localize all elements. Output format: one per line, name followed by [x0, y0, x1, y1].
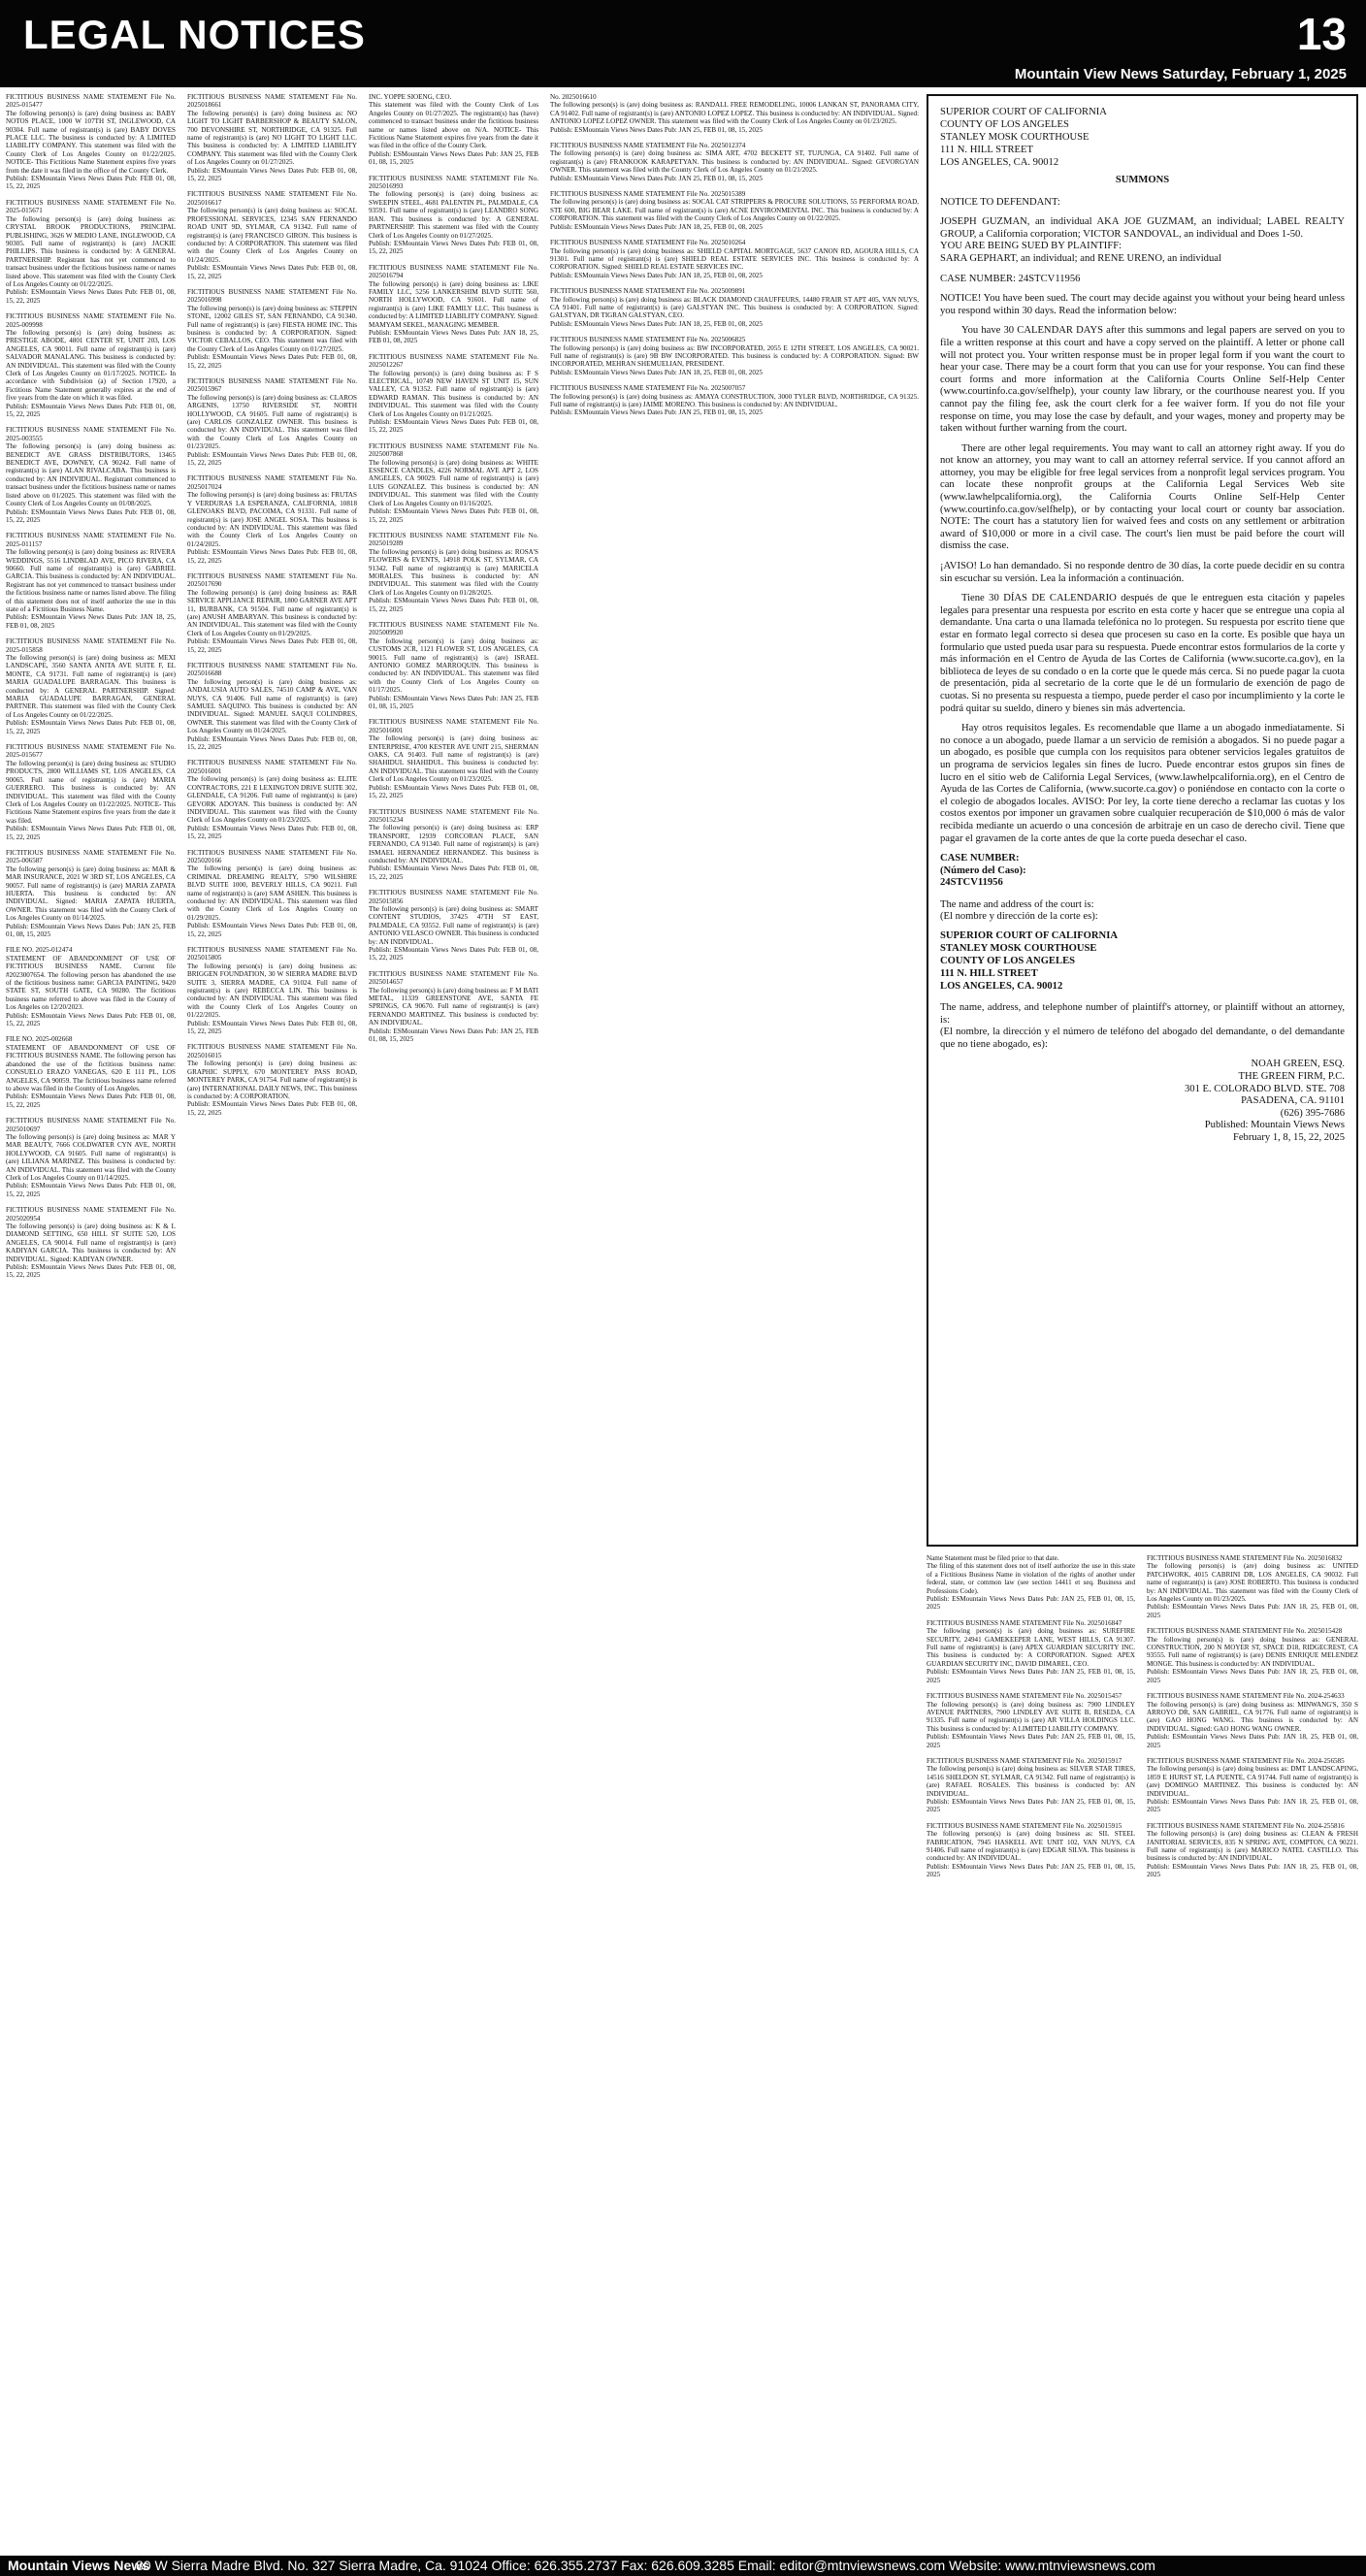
- notice-body: The following person(s) is (are) doing business as: ENTERPRISE, 4700 KESTER AVE UNIT 215, SHERMAN OAKS, CA 91403. Full name of registrant(s) is (are) SHAHIDUL SHAHIDUL. This business is conducted by: AN INDIVIDUAL. This statement was filed with the County Clerk of Los Angeles County on 01/23/2025.: [369, 734, 538, 784]
- notice-file-number: FICTITIOUS BUSINESS NAME STATEMENT File No. 2025-015677: [6, 743, 176, 760]
- legal-notice: [927, 1554, 1135, 1612]
- notice-publish-dates: Publish: ESMountain Views News Dates Pub: FEB 01, 08, 15, 22, 2025: [187, 734, 357, 752]
- notice-body: The following person(s) is (are) doing business as: SWEEPIN STEEL, 4681 PALENTIN PL, PALMDALE, CA 93591. Full name of registrant(s) is (are) LEANDRO SONG HAN. This business is conducted by: A GENERAL PARTNERSHIP. This statement was filed with the County Clerk of Los Angeles County on 01/27/2025.: [369, 190, 538, 240]
- notice-publish-dates: Publish: ESMountain Views News Dates Pub: FEB 01, 08, 15, 22, 2025: [369, 946, 538, 962]
- notice-body: The following person(s) is (are) doing business as: MAR & MAR INSURANCE, 2021 W 3RD ST, LOS ANGELES, CA 90057. Full name of registrant(s) is (are) MARIA ZAPATA HUERTA. This business is conducted by: AN INDIVIDUAL. Signed: MARIA ZAPATA HUERTA, OWNER. This statement was filed with the County Clerk of Los Angeles County on 01/14/2025.: [6, 864, 176, 923]
- attorney-line: PASADENA, CA. 91101: [1241, 1095, 1345, 1107]
- legal-notice: [6, 426, 176, 524]
- notice-publish-dates: Publish: ESMountain Views News Dates Pub: FEB 01, 08, 15, 22, 2025: [187, 1100, 357, 1117]
- notice-body: The following person(s) is (are) doing business as: RANDALL FREE REMODELING, 10006 LANKAN ST, PANORAMA CITY, CA 91402. Full name of registrant(s) is (are) ANTONIO LOPEZ LOPEZ. This business is conducted by: AN INDIVIDUAL. Signed: ANTONIO LOPEZ LOPEZ OWNER. This statement was filed with the County Clerk of Los Angeles County on 01/23/2025.: [550, 101, 919, 126]
- attorney-intro: The name, address, and telephone number of plaintiff's attorney, or plaintiff without an attorney, is:: [940, 1002, 1345, 1026]
- notice-file-number: Name Statement must be filed prior to that date.: [927, 1554, 1059, 1562]
- defendants: JOSEPH GUZMAN, an individual AKA JOE GUZMAM, an individual; LABEL REALTY GROUP, a California corporation; VICTOR SANDOVAL, an individual and Does 1-50.: [940, 216, 1345, 240]
- notice-body: STATEMENT OF ABANDONMENT OF USE OF FICTITIOUS BUSINESS NAME. Current file #2023007654. The following person has abandoned the use of the fictitious business name: GARCIA PAINTING, 9420 STATE ST, SOUTH GATE, CA 90280. The fictitious business name referred to above was filed in the County of Los Angeles on 12/20/2023.: [6, 954, 176, 1012]
- summons-notice: [927, 94, 1358, 1547]
- notice-publish-dates: Publish: ESMountain Views News Dates Pub: JAN 18, 25, FEB 01, 08, 2025: [1147, 1603, 1358, 1619]
- notice-body: The following person(s) is (are) doing business as: CLEAN & FRESH JANITORIAL SERVICES, 835 N SPRING AVE, COMPTON, CA 90221. Full name of registrant(s) is (are) MARICO NATEL CASTILLO. This business is conducted by: AN INDIVIDUAL.: [1147, 1830, 1358, 1863]
- notice-publish-dates: Publish: ESMountain Views News Dates Pub: JAN 25, FEB 01, 08, 15, 2025: [369, 149, 538, 167]
- footer-contact: 80 W Sierra Madre Blvd. No. 327 Sierra Madre, Ca. 91024 Office: 626.355.2737 Fax: 626.609.3285 Email: editor@mtnviewsnews.com Website: www.mtnviewsnews.com: [136, 2558, 1155, 2573]
- notice-body: The following person(s) is (are) doing business as: SHIELD CAPITAL MORTGAGE, 5637 CANON RD, AGOURA HILLS, CA 91301. Full name of registrant(s) is (are) SHIELD REAL ESTATE SERVICES INC. This business is conducted by: A CORPORATION. Signed: SHIELD REAL ESTATE SERVICES INC.: [550, 246, 919, 272]
- notice-publish-dates: Publish: ESMountain Views News Dates Pub: JAN 18, 25, FEB 01, 08, 2025: [1147, 1668, 1358, 1684]
- legal-notice: [369, 353, 538, 435]
- notice-file-number: FICTITIOUS BUSINESS NAME STATEMENT File No. 2025012267: [369, 352, 538, 370]
- notice-publish-dates: Publish: ESMountain Views News Dates Pub: FEB 01, 08, 15, 22, 2025: [187, 166, 357, 183]
- notice-publish-dates: Publish: ESMountain Views News Dates Pub: FEB 01, 08, 15, 22, 2025: [369, 864, 538, 881]
- notice-file-number: FICTITIOUS BUSINESS NAME STATEMENT File No. 2025016001: [369, 718, 538, 734]
- section-title: LEGAL NOTICES: [23, 12, 366, 57]
- attorney-block: [940, 1059, 1345, 1144]
- legal-notice: [369, 808, 538, 882]
- notice-file-number: FICTITIOUS BUSINESS NAME STATEMENT File No. 2025007868: [369, 441, 538, 459]
- legal-notice: [550, 142, 919, 182]
- notice-file-number: FICTITIOUS BUSINESS NAME STATEMENT File No. 2025015805: [187, 946, 357, 962]
- legal-notice: [6, 199, 176, 305]
- notice-publish-dates: Publish: ESMountain Views News Dates Pub: FEB 01, 08, 15, 22, 2025: [187, 637, 357, 654]
- legal-notice: [550, 287, 919, 328]
- legal-notice: [550, 93, 919, 134]
- legal-notice: [550, 190, 919, 231]
- notice-publish-dates: Publish: ESMountain Views News Dates Pub: FEB 01, 08, 15, 22, 2025: [6, 825, 176, 841]
- notice-column-2: [187, 93, 357, 2552]
- court-address-line: SUPERIOR COURT OF CALIFORNIA: [940, 930, 1118, 942]
- notice-file-number: FICTITIOUS BUSINESS NAME STATEMENT File No. 2025-015671: [6, 198, 176, 215]
- notice-body: The following person(s) is (are) doing business as: SIL STEEL FABRICATION, 7945 HASKELL AVE UNIT 102, VAN NUYS, CA 91406. Full name of registrant(s) is (are) EDGAR SILVA. This business is conducted by: AN INDIVIDUAL.: [927, 1830, 1135, 1863]
- notice-file-number: FICTITIOUS BUSINESS NAME STATEMENT File No. 2025015856: [369, 889, 538, 905]
- notice-body: The following person(s) is (are) doing business as: SOCAL CAT STRIPPERS & PROCURE SOLUTIONS, 55 PERFORMA ROAD, STE 600, BIG BEAR LAKE. Full name of registrant(s) is (are) ACNE ENVIRONMENTAL INC. This business is conducted by: A CORPORATION. This statement was filed with the County Clerk of Los Angeles County on 01/22/2025.: [550, 198, 919, 223]
- notice-file-number: FICTITIOUS BUSINESS NAME STATEMENT File No. 2025016001: [187, 759, 357, 775]
- notice-file-number: FICTITIOUS BUSINESS NAME STATEMENT File No. 2025015967: [187, 377, 357, 394]
- attorney-line: 301 E. COLORADO BLVD. STE. 708: [1185, 1083, 1345, 1094]
- notice-file-number: INC. YOPPE SIOENG, CEO.: [369, 93, 452, 101]
- notice-file-number: FICTITIOUS BUSINESS NAME STATEMENT File No. 2025016015: [187, 1043, 357, 1060]
- thirty-days-paragraph: You have 30 CALENDAR DAYS after this summons and legal papers are served on you to file a written response at this court and have a copy served on the plaintiff. A letter or phone call will not protect you. Your written response must be in proper legal form if you want the court to hear your case. There may be a court form that you can use for your response. You can find these court forms and more information at the California Courts Online Self-Help Center (www.courtinfo.ca.gov/selfhelp), your county law library, or the courthouse nearest you. If you cannot pay the filing fee, ask the court clerk for a fee waiver form. If you do not file your response on time, you may lose the case by default, and your wages, money and property may be taken without further warning from the court.: [940, 325, 1345, 435]
- court-address-line: COUNTY OF LOS ANGELES: [940, 956, 1076, 967]
- notice-publish-dates: Publish: ESMountain Views News Dates Pub: JAN 18, 25, FEB 01, 08, 2025: [1147, 1797, 1358, 1814]
- notice-body: The following person(s) is (are) doing business as: SUREFIRE SECURITY, 24941 GAMEKEEPER LANE, WEST HILLS, CA 91307. Full name of registrant(s) is (are) APEX GUARDIAN SECURITY INC. This business is conducted by: A CORPORATION. Signed: APEX GUARDIAN SECURITY INC, DAVID DIMAREL, CEO.: [927, 1627, 1135, 1668]
- notice-body: The following person(s) is (are) doing business as: BRIGGEN FOUNDATION, 30 W SIERRA MADRE BLVD SUITE 3, SIERRA MADRE, CA 91024. Full name of registrant(s) is (are) REBECCA LIN. This business is conducted by: AN INDIVIDUAL. This statement was filed with the County Clerk of Los Angeles County on 01/22/2025.: [187, 962, 357, 1020]
- legal-notice: [369, 621, 538, 710]
- legal-notice: [187, 93, 357, 182]
- court-header-line: STANLEY MOSK COURTHOUSE: [940, 132, 1090, 143]
- notice-publish-dates: Publish: ESMountain Views News Dates Pub: JAN 18, 25, FEB 01, 08, 2025: [550, 222, 763, 231]
- notice-file-number: FICTITIOUS BUSINESS NAME STATEMENT File No. 2025015917: [927, 1756, 1122, 1765]
- court-header-line: COUNTY OF LOS ANGELES: [940, 119, 1069, 130]
- legal-notice: [187, 288, 357, 370]
- attorney-intro-es: (El nombre, la dirección y el número de teléfono del abogado del demandante, o del demandante que no tiene abogado, es):: [940, 1027, 1345, 1050]
- notice-publish-dates: Publish: ESMountain Views News Dates Pub: FEB 01, 08, 15, 22, 2025: [369, 783, 538, 800]
- notice-publish-dates: Publish: ESMountain Views News Dates Pub: JAN 18, 25, FEB 01, 08, 2025: [1147, 1862, 1358, 1879]
- notice-file-number: FICTITIOUS BUSINESS NAME STATEMENT File No. 2024-256585: [1147, 1756, 1345, 1765]
- notice-file-number: FICTITIOUS BUSINESS NAME STATEMENT File No. 2025-015477: [6, 93, 176, 110]
- notice-publish-dates: Publish: ESMountain Views News Dates Pub: FEB 01, 08, 15, 22, 2025: [187, 264, 357, 280]
- notice-file-number: FICTITIOUS BUSINESS NAME STATEMENT File No. 2025010264: [550, 239, 746, 247]
- legal-notice: [1147, 1692, 1358, 1749]
- spanish-paragraph-1: Tiene 30 DÍAS DE CALENDARIO después de que le entreguen esta citación y papeles legales para presentar una respuesta por escrito en esta corte y hacer que se entregue una copia al demandante. Una carta o una llamada telefónica no lo protegen. Su respuesta por escrito tiene que estar en formato legal correcto si desea que procesen su caso en la corte. Es posible que haya un formulario que usted pueda usar para su respuesta. Puede encontrar estos formularios de la corte y más información en el Centro de Ayuda de las Cortes de California (www.sucorte.ca.gov), en la biblioteca de leyes de su condado o en la corte que le quede más cerca. Si no puede pagar la cuota de presentación, pida al secretario de la corte que le dé un formulario de exención de pago de cuotas. Si no presenta su respuesta a tiempo, puede perder el caso por incumplimiento y la corte le podrá quitar su sueldo, dinero y bienes sin más advertencia.: [940, 593, 1345, 714]
- legal-notice: [1147, 1757, 1358, 1814]
- case-number: 24STCV11956: [940, 877, 1003, 889]
- legal-notice: [6, 743, 176, 841]
- notice-file-number: FICTITIOUS BUSINESS NAME STATEMENT File No. 2025009891: [550, 287, 746, 296]
- legal-notice: [1147, 1822, 1358, 1879]
- notice-file-number: FICTITIOUS BUSINESS NAME STATEMENT File No. 2025-003555: [6, 426, 176, 442]
- legal-notice: [1147, 1627, 1358, 1684]
- notice-body: This statement was filed with the County Clerk of Los Angeles County on 01/27/2025. The registrant(s) has (have) commenced to transact business under the fictitious business name or names listed above on N/A. NOTICE- This Fictitious Name Statement expires five years from the date it was filed in the office of the County Clerk.: [369, 101, 538, 150]
- court-address-block: [940, 929, 1345, 993]
- court-header-line: LOS ANGELES, CA. 90012: [940, 157, 1059, 168]
- notice-publish-dates: Publish: ESMountain Views News Dates Pub: JAN 18, 25, FEB 01, 08, 2025: [369, 328, 538, 345]
- notice-body: The following person(s) is (are) doing business as: UNITED PATCHWORK, 4015 CABRINI DR, LOS ANGELES, CA 90032. Full name of registrant(s) is (are) JOSE ROBERTO. This business is conducted by: AN INDIVIDUAL. This statement was filed with the County Clerk of Los Angeles County on 01/23/2025.: [1147, 1562, 1358, 1604]
- notice-body: The following person(s) is (are) doing business as: 7900 LINDLEY AVENUE PARTNERS, 7900 LINDLEY AVE SUITE B, RESEDA, CA 91335. Full name of registrant(s) is (are) AR VILLA HOLDINGS LLC. This business is conducted by: A LIMITED LIABILITY COMPANY.: [927, 1700, 1135, 1733]
- court-name-intro: The name and address of the court is:: [940, 898, 1094, 910]
- notice-file-number: FICTITIOUS BUSINESS NAME STATEMENT File No. 2025016832: [1147, 1554, 1343, 1562]
- legal-notice: [187, 849, 357, 938]
- legal-notice: [369, 264, 538, 345]
- legal-notice: [369, 175, 538, 256]
- notice-body: The following person(s) is (are) doing business as: SIMA ART, 4702 BECKETT ST, TUJUNGA, CA 91402. Full name of registrant(s) is (are) FRANKOOK KARAPETYAN. This business is conducted by: AN INDIVIDUAL. Signed: GEVORGYAN OWNER. This statement was filed with the County Clerk of Los Angeles County on 01/21/2025.: [550, 149, 919, 175]
- attorney-line: Published: Mountain Views News: [1204, 1120, 1345, 1131]
- notice-body: The following person(s) is (are) doing business as: MAR Y MAR BEAUTY, 7666 COLDWATER CYN AVE, NORTH HOLLYWOOD, CA 91605. Full name of registrant(s) is (are) LILIANA MARINEZ. This business is conducted by: AN INDIVIDUAL. This statement was filed with the County Clerk of Los Angeles County on 01/14/2025.: [6, 1132, 176, 1182]
- legal-notice: [550, 384, 919, 417]
- legal-notice: [927, 1692, 1135, 1749]
- notice-file-number: FICTITIOUS BUSINESS NAME STATEMENT File No. 2025015915: [927, 1821, 1122, 1830]
- court-header-line: 111 N. HILL STREET: [940, 145, 1033, 155]
- legal-notice: [6, 637, 176, 735]
- attorney-line: (626) 395-7686: [1280, 1107, 1345, 1119]
- notice-column-5: [927, 1554, 1135, 2552]
- notice-file-number: FICTITIOUS BUSINESS NAME STATEMENT File No. 2025017024: [187, 474, 357, 491]
- notice-file-number: FICTITIOUS BUSINESS NAME STATEMENT File No. 2025016847: [927, 1618, 1122, 1627]
- notice-publish-dates: Publish: ESMountain Views News Dates Pub: FEB 01, 08, 15, 22, 2025: [6, 719, 176, 735]
- legal-notice: [369, 718, 538, 799]
- notice-publish-dates: Publish: ESMountain Views News Dates Pub: JAN 18, 25, FEB 01, 08, 2025: [550, 368, 763, 376]
- legal-notice: [187, 190, 357, 279]
- notice-body: The following person(s) is (are) doing business as: RIVERA WEDDINGS, 5516 LINDBLAD AVE, PICO RIVERA, CA 90660. Full name of registrant(s) is (are) GABRIEL GARCIA. This business is conducted by: AN INDIVIDUAL. Registrant has not yet commenced to transact business under the fictitious business name or names listed above. The filing of this statement does not of itself authorize the use in this state of a Fictitious Business Name.: [6, 548, 176, 613]
- legal-notice: [6, 93, 176, 191]
- aviso-spanish: ¡AVISO! Lo han demandado. Si no responde dentro de 30 días, la corte puede decidir en su contra sin escuchar su versión. Lea la información a continuación.: [940, 561, 1345, 584]
- you-are-being-sued: YOU ARE BEING SUED BY PLAINTIFF:: [940, 241, 1122, 252]
- notice-file-number: FICTITIOUS BUSINESS NAME STATEMENT File No. 2025012374: [550, 142, 746, 150]
- legal-notice: [1147, 1554, 1358, 1619]
- notice-body: The following person(s) is (are) doing business as: ERP TRANSPORT, 12939 CORCORAN PLACE, SAN FERNANDO, CA 91340. Full name of registrant(s) is (are) ISMAEL HERNANDEZ HERNANDEZ. This business is conducted by: AN INDIVIDUAL.: [369, 824, 538, 864]
- notice-file-number: FICTITIOUS BUSINESS NAME STATEMENT File No. 2025016794: [369, 263, 538, 280]
- legal-notice: [187, 1043, 357, 1117]
- notice-publish-dates: Publish: ESMountain Views News Dates Pub: FEB 01, 08, 15, 22, 2025: [187, 1019, 357, 1036]
- legal-notice: [187, 759, 357, 840]
- notice-file-number: FICTITIOUS BUSINESS NAME STATEMENT File No. 2025016688: [187, 662, 357, 678]
- notice-publish-dates: Publish: ESMountain Views News Dates Pub: JAN 25, FEB 01, 08, 15, 2025: [927, 1862, 1135, 1879]
- notice-body: The following person(s) is (are) doing business as: ROSA'S FLOWERS & EVENTS, 14918 POLK ST, SYLMAR, CA 91342. Full name of registrant(s) is (are) MARICELA MORALES. This business is conducted by: AN INDIVIDUAL. This statement was filed with the County Clerk of Los Angeles County on 01/28/2025.: [369, 547, 538, 597]
- notice-publish-dates: Publish: ESMountain Views News Dates Pub: FEB 01, 08, 15, 22, 2025: [6, 1263, 176, 1280]
- notice-file-number: FICTITIOUS BUSINESS NAME STATEMENT File No. 2025017690: [187, 571, 357, 589]
- legal-notice: [927, 1619, 1135, 1684]
- notice-body: The following person(s) is (are) doing business as: STUDIO PRODUCTS, 2800 WILLIAMS ST, LOS ANGELES, CA 90065. Full name of registrant(s) is (are) MARIA GUERRERO. This business is conducted by: AN INDIVIDUAL. This statement was filed with the County Clerk of Los Angeles County on 01/22/2025. NOTICE- This Fictitious Name Statement expires five years from the date it was filed.: [6, 759, 176, 825]
- legal-notice: [6, 1035, 176, 1109]
- notice-body: STATEMENT OF ABANDONMENT OF USE OF FICTITIOUS BUSINESS NAME. The following person has abandoned the use of the fictitious business name: CONSUELO ERAZO VANEGAS, 620 E 111 PL, LOS ANGELES, CA 90059. The fictitious business name referred to above was filed in the County of Los Angeles.: [6, 1043, 176, 1092]
- notice-file-number: FICTITIOUS BUSINESS NAME STATEMENT File No. 2025020166: [187, 848, 357, 864]
- notice-publish-dates: Publish: ESMountain Views News Dates Pub: FEB 01, 08, 15, 22, 2025: [6, 1092, 176, 1109]
- notice-publish-dates: Publish: ESMountain Views News Dates Pub: JAN 25, FEB 01, 08, 15, 2025: [927, 1668, 1135, 1684]
- notice-file-number: FICTITIOUS BUSINESS NAME STATEMENT File No. 2025-006587: [6, 848, 176, 865]
- court-header: [940, 106, 1345, 169]
- notice-body: The following person(s) is (are) doing business as: SOCAL PROFESSIONAL SERVICES, 12345 SAN FERNANDO ROAD UNIT 9D, SYLMAR, CA 91342. Full name of registrant(s) is (are) FRANCISCO GIRON. This business is conducted by: A CORPORATION. This statement was filed with the County Clerk of Los Angeles County on 01/24/2025.: [187, 207, 357, 264]
- legal-notice: [187, 377, 357, 467]
- notice-body: The following person(s) is (are) doing business as: CRIMINAL DREAMING REALTY, 5790 WILSHIRE BLVD SUITE 1000, BEVERLY HILLS, CA 90211. Full name of registrant(s) is (are) SAM ASHEN. This business is conducted by: AN INDIVIDUAL. This statement was filed with the County Clerk of Los Angeles County on 01/29/2025.: [187, 864, 357, 922]
- notice-publish-dates: Publish: ESMountain Views News Dates Pub: FEB 01, 08, 15, 22, 2025: [369, 418, 538, 435]
- court-header-line: SUPERIOR COURT OF CALIFORNIA: [940, 107, 1107, 117]
- notice-body: The following person(s) is (are) doing business as: CUSTOMS 2CR, 1121 FLOWER ST, LOS ANGELES, CA 90015. Full name of registrant(s) is (are) ISRAEL ANTONIO GOMEZ MARROQUIN. This business is conducted by: AN INDIVIDUAL. This statement was filed with the County Clerk of Los Angeles County on 01/17/2025.: [369, 636, 538, 695]
- notice-body: The following person(s) is (are) doing business as: BW INCORPORATED, 2055 E 12TH STREET, LOS ANGELES, CA 90021. Full name of registrant(s) is (are) 9B BW INCORPORATED. This business is conducted by: A CORPORATION. Signed: BW INCORPORATED, MEHRAN SHEMUELIAN, PRESIDENT.: [550, 343, 919, 369]
- legal-notice: [369, 970, 538, 1044]
- notice-file-number: FICTITIOUS BUSINESS NAME STATEMENT File No. 2025-009998: [6, 312, 176, 329]
- notice-body: The following person(s) is (are) doing business as: DMT LANDSCAPING, 1859 E HURST ST, LA PUENTE, CA 91744. Full name of registrant(s) is (are) DOMINGO MARTINEZ. This business is conducted by: AN INDIVIDUAL.: [1147, 1765, 1358, 1798]
- notice-publish-dates: Publish: ESMountain Views News Dates Pub: FEB 01, 08, 15, 22, 2025: [187, 353, 357, 370]
- legal-notice: [187, 474, 357, 564]
- notice-body: The following person(s) is (are) doing business as: LIKE FAMILY LLC, 5256 LANKERSHIM BLVD SUITE 560, NORTH HOLLYWOOD, CA 91601. Full name of registrant(s) is (are) LIKE FAMILY LLC. This business is conducted by: A LIMITED LIABILITY COMPANY. Signed: MAMYAM SEKEL, MANAGING MEMBER.: [369, 279, 538, 329]
- notice-publish-dates: Publish: ESMountain Views News Dates Pub: JAN 25, FEB 01, 08, 15, 2025: [927, 1733, 1135, 1749]
- spanish-paragraph-2: Hay otros requisitos legales. Es recomendable que llame a un abogado inmediatamente. Si no conoce a un abogado, puede llamar a un servicio de remisión a abogados. Si no puede pagar a un abogado, es posible que cumpla con los requisitos para obtener servicios legales gratuitos de un programa de servicios legales sin fines de lucro. Puede encontrar estos grupos sin fines de lucro en el sitio web de California Legal Services, (www.lawhelpcalifornia.org), en el Centro de Ayuda de las Cortes de California, (www.sucorte.ca.gov) o poniéndose en contacto con la corte o el colegio de abogados locales. AVISO: Por ley, la corte tiene derecho a reclamar las cuotas y los costos exentos por imponer un gravamen sobre cualquier recuperación de $10,000 ó más de valor recibida mediante un acuerdo o una concesión de arbitraje en un caso de derecho civil. Tiene que pagar el gravamen de la corte antes de que la corte pueda desechar el caso.: [940, 723, 1345, 844]
- notice-body: The following person(s) is (are) doing business as: GENERAL CONSTRUCTION, 200 N MOYER ST, SPACE D18, RIDGECREST, CA 93555. Full name of registrant(s) is (are) DENIS ENRIQUE MELENDEZ MONGE. This business is conducted by: AN INDIVIDUAL.: [1147, 1635, 1358, 1668]
- notice-file-number: FICTITIOUS BUSINESS NAME STATEMENT File No. 2025007057: [550, 384, 746, 393]
- notice-publish-dates: Publish: ESMountain Views News Dates Pub: JAN 18, 25, FEB 01, 08, 2025: [550, 271, 763, 279]
- notice-publish-dates: Publish: ESMountain Views News Dates Pub: FEB 01, 08, 15, 22, 2025: [187, 450, 357, 468]
- notice-publish-dates: Publish: ESMountain Views News Dates Pub: FEB 01, 08, 15, 22, 2025: [6, 288, 176, 305]
- legal-notice: [369, 889, 538, 962]
- notice-file-number: FICTITIOUS BUSINESS NAME STATEMENT File No. 2025010697: [6, 1117, 176, 1133]
- notice-body: The following person(s) is (are) doing business as: BABY NOTOS PLACE, 1000 W 107TH ST, INGLEWOOD, CA 90304. Full name of registrant(s) is (are) BABY DOVES PLACE LLC. The business is conducted by: A LIMITED LIABILITY COMPANY. This statement was filed with the County Clerk of Los Angeles County on 01/22/2025. NOTICE- This Fictitious Name Statement expires five years from the date it was filed in the office of the County Clerk.: [6, 109, 176, 175]
- legal-notice: [550, 239, 919, 279]
- footer-bar: [0, 2556, 1366, 2576]
- notice-body: The following person(s) is (are) doing business as: NO LIGHT TO LIGHT BARBERSHOP & BEAUTY SALON, 700 DEVONSHIRE ST, NORTHRIDGE, CA 91325. Full name of registrant(s) is (are) NO LIGHT TO LIGHT LLC. This business is conducted by: A LIMITED LIABILITY COMPANY. This statement was filed with the County Clerk of Los Angeles County on 01/27/2025.: [187, 109, 357, 167]
- notice-file-number: FICTITIOUS BUSINESS NAME STATEMENT File No. 2025015428: [1147, 1627, 1343, 1636]
- notice-body: The following person(s) is (are) doing business as: SMART CONTENT STUDIOS, 37425 47TH ST EAST, PALMDALE, CA 93552. Full name of registrant(s) is (are) ANTONIO VELASCO OWNER. This business is conducted by: AN INDIVIDUAL.: [369, 904, 538, 946]
- legal-requirements-paragraph: There are other legal requirements. You may want to call an attorney right away. If you do not know an attorney, you may want to call an attorney referral service. If you cannot afford an attorney, you may be eligible for free legal services from a nonprofit legal services program. You can locate these nonprofit groups at the California Legal Services Web site (www.lawhelpcalifornia.org), the California Courts Online Self-Help Center (www.courtinfo.ca.gov/selfhelp), or by contacting your local court or county bar association. NOTE: The court has a statutory lien for waived fees and costs on any settlement or arbitration award of $10,000 or more in a civil case. The court's lien must be paid before the court will dismiss the case.: [940, 442, 1345, 552]
- notice-publish-dates: Publish: ESMountain Views News Dates Pub: JAN 25, FEB 01, 08, 15, 2025: [550, 408, 763, 417]
- summons-title: SUMMONS: [1115, 175, 1170, 185]
- notice-file-number: FICTITIOUS BUSINESS NAME STATEMENT File No. 2025-015858: [6, 637, 176, 654]
- legal-notice: [187, 662, 357, 751]
- notice-file-number: FICTITIOUS BUSINESS NAME STATEMENT File No. 2025019289: [369, 531, 538, 548]
- notice-file-number: FILE NO. 2025-002668: [6, 1035, 73, 1044]
- notice-file-number: FICTITIOUS BUSINESS NAME STATEMENT File No. 2025-011157: [6, 532, 176, 548]
- notice-publish-dates: Publish: ESMountain Views News Dates Pub: JAN 25, FEB 01, 08, 15, 2025: [927, 1797, 1135, 1814]
- notice-publish-dates: Publish: ESMountain Views News Dates Pub: FEB 01, 08, 15, 22, 2025: [369, 239, 538, 256]
- notice-file-number: No. 2025016610: [550, 93, 597, 101]
- notice-body: The following person(s) is (are) doing business as: FRUTAS Y VERDURAS LA ESPERANZA, CALIFORNIA, 10818 GLENOAKS BLVD, PACOIMA, CA 91331. Full name of registrant(s) is (are) JOSE ANGEL SOSA. This business is conducted by: AN INDIVIDUAL. This statement was filed with the County Clerk of Los Angeles County on 01/24/2025.: [187, 491, 357, 548]
- notice-publish-dates: Publish: ESMountain Views News Dates Pub: FEB 01, 08, 15, 22, 2025: [187, 548, 357, 565]
- notice-column-1: [6, 93, 176, 2552]
- footer-paper-name: Mountain Views News: [8, 2558, 149, 2573]
- legal-notice: [187, 572, 357, 654]
- notice-body: The following person(s) is (are) doing business as: BLACK DIAMOND CHAUFFEURS, 14480 FRAIR ST APT 405, VAN NUYS, CA 91401. Full name of registrant(s) is (are) GALSTYAN INC. This business is conducted by: A CORPORATION. Signed: GALSTYAN, DR TIGRAN GALSTYAN, CEO.: [550, 295, 919, 320]
- notice-publish-dates: Publish: ESMountain Views News Dates Pub: JAN 18, 25, FEB 01, 08, 2025: [6, 613, 176, 630]
- legal-notice: [187, 946, 357, 1035]
- notice-publish-dates: Publish: ESMountain Views News Dates Pub: JAN 25, FEB 01, 08, 15, 2025: [369, 694, 538, 711]
- notice-file-number: FICTITIOUS BUSINESS NAME STATEMENT File No. 2024-255816: [1147, 1821, 1345, 1830]
- notice-publish-dates: Publish: ESMountain Views News Dates Pub: FEB 01, 08, 15, 22, 2025: [187, 824, 357, 841]
- legal-notice: [6, 312, 176, 418]
- notice-file-number: FILE NO. 2025-012474: [6, 946, 73, 955]
- notice-publish-dates: Publish: ESMountain Views News Dates Pub: FEB 01, 08, 15, 22, 2025: [6, 402, 176, 419]
- court-address-line: 111 N. HILL STREET: [940, 968, 1038, 980]
- notice-body: The following person(s) is (are) doing business as: F S ELECTRICAL, 10749 NEW HAVEN ST UNIT 15, SUN VALLEY, CA 91352. Full name of registrant(s) is (are) EDWARD RAMAN. This business is conducted by: AN INDIVIDUAL. This statement was filed with the County Clerk of Los Angeles County on 01/21/2025.: [369, 369, 538, 418]
- court-address-line: STANLEY MOSK COURTHOUSE: [940, 943, 1097, 955]
- notice-column-6: [1147, 1554, 1358, 2552]
- notice-body: The following person(s) is (are) doing business as: MEXI LANDSCAPE, 3560 SANTA ANITA AVE SUITE F, EL MONTE, CA 91731. Full name of registrant(s) is (are) MARIA GUADALUPE BARRAGAN. This business is conducted by: A GENERAL PARTNERSHIP. Signed: MARIA GUADALUPE BARRAGAN, GENERAL PARTNER. This statement was filed with the County Clerk of Los Angeles County on 01/22/2025.: [6, 654, 176, 719]
- notice-body: The following person(s) is (are) doing business as: AMAYA CONSTRUCTION, 3000 TYLER BLVD, NORTHRIDGE, CA 91325. Full name of registrant(s) is (are) JAIME MORENO. This business is conducted by: AN INDIVIDUAL.: [550, 392, 919, 408]
- page-number: 13: [1296, 9, 1347, 59]
- legal-notice: [927, 1822, 1135, 1879]
- notice-body: The following person(s) is (are) doing business as: K & L DIAMOND SETTING, 650 HILL ST SUITE 520, LOS ANGELES, CA 90014. Full name of registrant(s) is (are) KADIYAN GARCIA. This business is conducted by: AN INDIVIDUAL. Signed: KADIYAN OWNER.: [6, 1223, 176, 1263]
- notice-publish-dates: Publish: ESMountain Views News Dates Pub: FEB 01, 08, 15, 22, 2025: [369, 507, 538, 524]
- legal-notice: [6, 849, 176, 938]
- notice-body: The following person(s) is (are) doing business as: GRAPHIC SUPPLY, 670 MONTEREY PASS ROAD, MONTEREY PARK, CA 91754. Full name of registrant(s) is (are) INTERNATIONAL DAILY NEWS, INC. This business is conducted by: A CORPORATION.: [187, 1060, 357, 1100]
- notice-body: The following person(s) is (are) doing business as: ANDALUSIA AUTO SALES, 74510 CAMP & AVE, VAN NUYS, CA 91406. Full name of registrant(s) is (are) SAMUEL SAQUINO. This business is conducted by: AN INDIVIDUAL. Signed: MANUEL SAQUI COLINDRES, OWNER. This statement was filed with the County Clerk of Los Angeles County on 01/24/2025.: [187, 677, 357, 735]
- notice-file-number: FICTITIOUS BUSINESS NAME STATEMENT File No. 2025016998: [187, 287, 357, 305]
- notice-body: The following person(s) is (are) doing business as: BENEDICT AVE GRASS DISTRIBUTORS, 13465 BENEDICT AVE, DOWNEY, CA 90242. Full name of registrant(s) is (are) ALAN RIVALCABA. This business is conducted by: AN INDIVIDUAL. Registrant commenced to transact business under the fictitious business name or names listed above on 01/2025. This statement was filed with the County Clerk of Los Angeles County on 01/08/2025.: [6, 442, 176, 508]
- legal-notice: [369, 442, 538, 524]
- attorney-line: THE GREEN FIRM, P.C.: [1238, 1071, 1345, 1083]
- legal-notice: [369, 532, 538, 613]
- court-address-line: LOS ANGELES, CA. 90012: [940, 981, 1063, 993]
- notice-body: The following person(s) is (are) doing business as: CRYSTAL BROOK PRODUCTIONS, PRINCIPAL PUBLISHING, 3626 W MEDIO LANE, INGLEWOOD, CA 90305. Full name of registrant(s) is (are) JACKIE PHILLIPS. This business is conducted by: A GENERAL PARTNERSHIP. Registrant has not yet commenced to transact business under the fictitious business name or names listed above. This statement was filed with the County Clerk of Los Angeles County on 01/22/2025.: [6, 214, 176, 288]
- legal-notice: [369, 93, 538, 167]
- notice-to-defendant: NOTICE TO DEFENDANT:: [940, 196, 1060, 208]
- case-number-label-es: (Número del Caso):: [940, 864, 1026, 876]
- notice-publish-dates: Publish: ESMountain Views News Dates Pub: FEB 01, 08, 15, 22, 2025: [6, 175, 176, 191]
- notice-publish-dates: Publish: ESMountain Views News Dates Pub: FEB 01, 08, 15, 22, 2025: [6, 507, 176, 524]
- legal-notice: [6, 1117, 176, 1198]
- notice-file-number: FICTITIOUS BUSINESS NAME STATEMENT File No. 2025018661: [187, 93, 357, 110]
- attorney-line: NOAH GREEN, ESQ.: [1251, 1059, 1345, 1070]
- notice-body: The following person(s) is (are) doing business as: CLAROS ARGENIS, 13750 RIVERSIDE ST, NORTH HOLLYWOOD, CA 91605. Full name of registrant(s) is (are) CARLOS GONZALEZ OWNER. This business is conducted by: AN INDIVIDUAL. This statement was filed with the County Clerk of Los Angeles County on 01/23/2025.: [187, 393, 357, 451]
- case-number-label: CASE NUMBER:: [940, 853, 1020, 864]
- notice-file-number: FICTITIOUS BUSINESS NAME STATEMENT File No. 2025015389: [550, 190, 746, 199]
- notice-publish-dates: Publish: ESMountain Views News Dates Pub: FEB 01, 08, 15, 22, 2025: [187, 922, 357, 938]
- legal-notice: [6, 946, 176, 1027]
- notice-publish-dates: Publish: ESMountain Views News Dates Pub: FEB 01, 08, 15, 22, 2025: [6, 1182, 176, 1198]
- court-name-intro-es: (El nombre y dirección de la corte es):: [940, 911, 1098, 923]
- legal-notice: [6, 532, 176, 630]
- attorney-line: February 1, 8, 15, 22, 2025: [1232, 1132, 1345, 1143]
- notice-body: The following person(s) is (are) doing business as: R&R SERVICE APPLIANCE REPAIR, 1800 GARNER AVE APT 11, BURBANK, CA 91504. Full name of registrant(s) is (are) ANUSH AMBARYAN. This business is conducted by: AN INDIVIDUAL. This statement was filed with the County Clerk of Los Angeles County on 01/29/2025.: [187, 588, 357, 637]
- dateline: Mountain View News Saturday, February 1, 2025: [1014, 66, 1347, 82]
- notice-file-number: FICTITIOUS BUSINESS NAME STATEMENT File No. 2025016993: [369, 174, 538, 191]
- notice-body: The following person(s) is (are) doing business as: ELITE CONTRACTORS, 221 E LEXINGTON DRIVE SUITE 302, GLENDALE, CA 91206. Full name of registrant(s) is (are) GEVORK ADOYAN. This business is conducted by: AN INDIVIDUAL. This statement was filed with the County Clerk of Los Angeles County on 01/23/2025.: [187, 775, 357, 825]
- legal-notice: [927, 1757, 1135, 1814]
- notice-file-number: FICTITIOUS BUSINESS NAME STATEMENT File No. 2025014657: [369, 969, 538, 987]
- legal-notice: [550, 336, 919, 376]
- notice-body: The following person(s) is (are) doing business as: MINWANG'S, 350 S ARROYO DR, SAN GABRIEL, CA 91776. Full name of registrant(s) is (are) GAO HONG WANG. This business is conducted by: AN INDIVIDUAL. Signed: GAO HONG WANG OWNER.: [1147, 1700, 1358, 1733]
- notice-publish-dates: Publish: ESMountain Views News Dates Pub: JAN 18, 25, FEB 01, 08, 2025: [550, 319, 763, 328]
- notice-body: The filing of this statement does not of itself authorize the use in this state of a Fictitious Business Name in violation of the rights of another under federal, state, or common law (see section 14411 et seq. Business and Professions Code).: [927, 1562, 1135, 1595]
- notice-body: The following person(s) is (are) doing business as: F M BATI METAL, 11339 GREENSTONE AVE, SANTA FE SPRINGS, CA 90670. Full name of registrant(s) is (are) FERNANDO MARTINEZ. This business is conducted by: AN INDIVIDUAL.: [369, 986, 538, 1027]
- notice-file-number: FICTITIOUS BUSINESS NAME STATEMENT File No. 2025016617: [187, 190, 357, 207]
- notice-file-number: FICTITIOUS BUSINESS NAME STATEMENT File No. 2025020954: [6, 1206, 176, 1223]
- notice-body: The following person(s) is (are) doing business as: PRESTIGE ABODE, 4801 CENTER ST, UNIT 203, LOS ANGELES, CA 90011. Full name of registrant(s) is (are) SALVADOR MANALANG. This business is conducted by: AN INDIVIDUAL. This statement was filed with the County Clerk of Los Angeles County on 01/17/2025. NOTICE- In accordance with Subdivision (a) of Section 17920, a Fictitious Name Statement generally expires at the end of five years from the date on which it was filed.: [6, 328, 176, 403]
- notice-file-number: FICTITIOUS BUSINESS NAME STATEMENT File No. 2025015234: [369, 807, 538, 824]
- notice-publish-dates: Publish: ESMountain Views News Dates Pub: JAN 25, FEB 01, 08, 15, 2025: [550, 125, 763, 134]
- notice-file-number: FICTITIOUS BUSINESS NAME STATEMENT File No. 2024-254633: [1147, 1692, 1345, 1701]
- notice-english: NOTICE! You have been sued. The court may decide against you without your being heard unless you respond within 30 days. Read the information below:: [940, 293, 1345, 316]
- notice-body: The following person(s) is (are) doing business as: STEPPIN STONE, 12002 GILES ST, SAN FERNANDO, CA 91340. Full name of registrant(s) is (are) FIESTA HOME INC. This business is conducted by: A CORPORATION. Signed: VICTOR CEBALLOS, CEO. This statement was filed with the County Clerk of Los Angeles County on 01/27/2025.: [187, 304, 357, 353]
- notice-file-number: FICTITIOUS BUSINESS NAME STATEMENT File No. 2025006825: [550, 336, 746, 344]
- notice-publish-dates: Publish: ESMountain Views News Dates Pub: JAN 25, FEB 01, 08, 15, 2025: [550, 174, 763, 182]
- notice-file-number: FICTITIOUS BUSINESS NAME STATEMENT File No. 2025015457: [927, 1692, 1122, 1701]
- plaintiffs: SARA GEPHART, an individual; and RENE URENO, an individual: [940, 252, 1221, 264]
- notice-publish-dates: Publish: ESMountain Views News Dates Pub: JAN 25, FEB 01, 08, 15, 2025: [6, 922, 176, 938]
- notice-publish-dates: Publish: ESMountain Views News Dates Pub: FEB 01, 08, 15, 22, 2025: [369, 597, 538, 613]
- notice-publish-dates: Publish: ESMountain Views News Dates Pub: JAN 25, FEB 01, 08, 15, 2025: [369, 1027, 538, 1044]
- notice-file-number: FICTITIOUS BUSINESS NAME STATEMENT File No. 2025009920: [369, 620, 538, 637]
- notice-publish-dates: Publish: ESMountain Views News Dates Pub: JAN 18, 25, FEB 01, 08, 2025: [1147, 1733, 1358, 1749]
- notice-body: The following person(s) is (are) doing business as: SILVER STAR TIRES, 14516 SHELDON ST, SYLMAR, CA 91342. Full name of registrant(s) is (are) RAFAEL ROSALES. This business is conducted by: AN INDIVIDUAL.: [927, 1765, 1135, 1798]
- notice-body: The following person(s) is (are) doing business as: WHITE ESSENCE CANDLES, 4226 NORMAL AVE APT 2, LOS ANGELES, CA 90029. Full name of registrant(s) is (are) LUIS GONZALEZ. This business is conducted by: AN INDIVIDUAL. This statement was filed with the County Clerk of Los Angeles County on 01/16/2025.: [369, 458, 538, 507]
- notice-publish-dates: Publish: ESMountain Views News Dates Pub: FEB 01, 08, 15, 22, 2025: [6, 1011, 176, 1028]
- case-number-line: CASE NUMBER: 24STCV11956: [940, 273, 1081, 284]
- notice-column-4: [550, 93, 919, 2552]
- legal-notice: [6, 1206, 176, 1280]
- notice-publish-dates: Publish: ESMountain Views News Dates Pub: JAN 25, FEB 01, 08, 15, 2025: [927, 1595, 1135, 1612]
- masthead: [0, 0, 1366, 87]
- notice-column-3: [369, 93, 538, 2552]
